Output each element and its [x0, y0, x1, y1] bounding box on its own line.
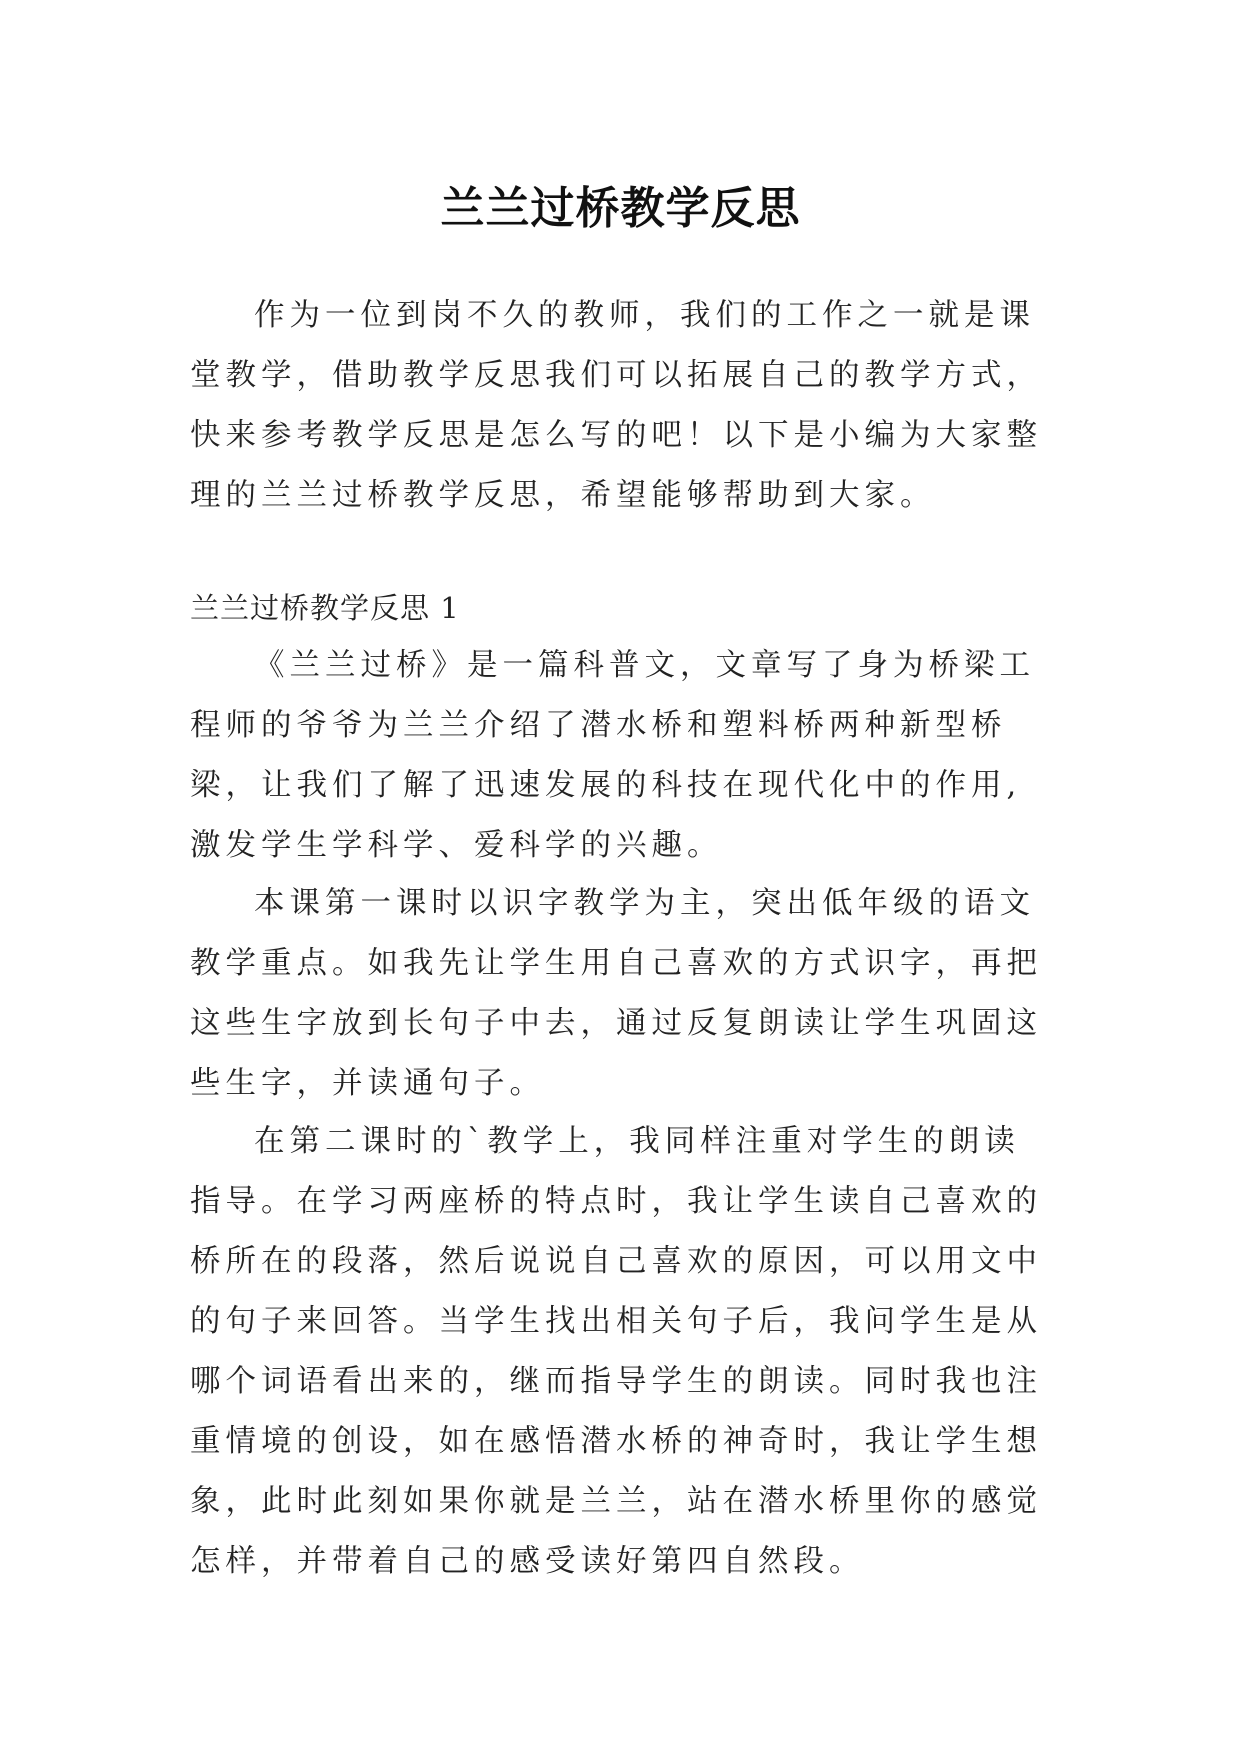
body-paragraph: 在第二课时的`教学上，我同样注重对学生的朗读指导。在学习两座桥的特点时，我让学生读自己喜欢的桥所在的段落，然后说说自己喜欢的原因，可以用文中的句子来回答。当学生找出相关句子后，我问学生是从哪个词语看出来的，继而指导学生的朗读。同时我也注重情境的创设，如在感悟潜水桥的神奇时，我让学生想象，此时此刻如果你就是兰兰，站在潜水桥里你的感觉怎样，并带着自己的感受读好第四自然段。 — [190, 1124, 1042, 1579]
document-title: 兰兰过桥教学反思 — [440, 183, 801, 235]
body-paragraph: 本课第一课时以识字教学为主，突出低年级的语文教学重点。如我先让学生用自己喜欢的方式识字，再把这些生字放到长句子中去，通过反复朗读让学生巩固这些生字，并读通句子。 — [190, 886, 1042, 1101]
body-paragraph: 《兰兰过桥》是一篇科普文，文章写了身为桥梁工程师的爷爷为兰兰介绍了潜水桥和塑料桥两种新型桥梁，让我们了解了迅速发展的科技在现代化中的作用,激发学生学科学、爱科学的兴趣。 — [190, 648, 1035, 863]
section-heading: 兰兰过桥教学反思 1 — [190, 591, 460, 625]
intro-paragraph: 作为一位到岗不久的教师，我们的工作之一就是课堂教学，借助教学反思我们可以拓展自己的教学方式，快来参考教学反思是怎么写的吧！以下是小编为大家整理的兰兰过桥教学反思，希望能够帮助到大家。 — [190, 298, 1042, 513]
